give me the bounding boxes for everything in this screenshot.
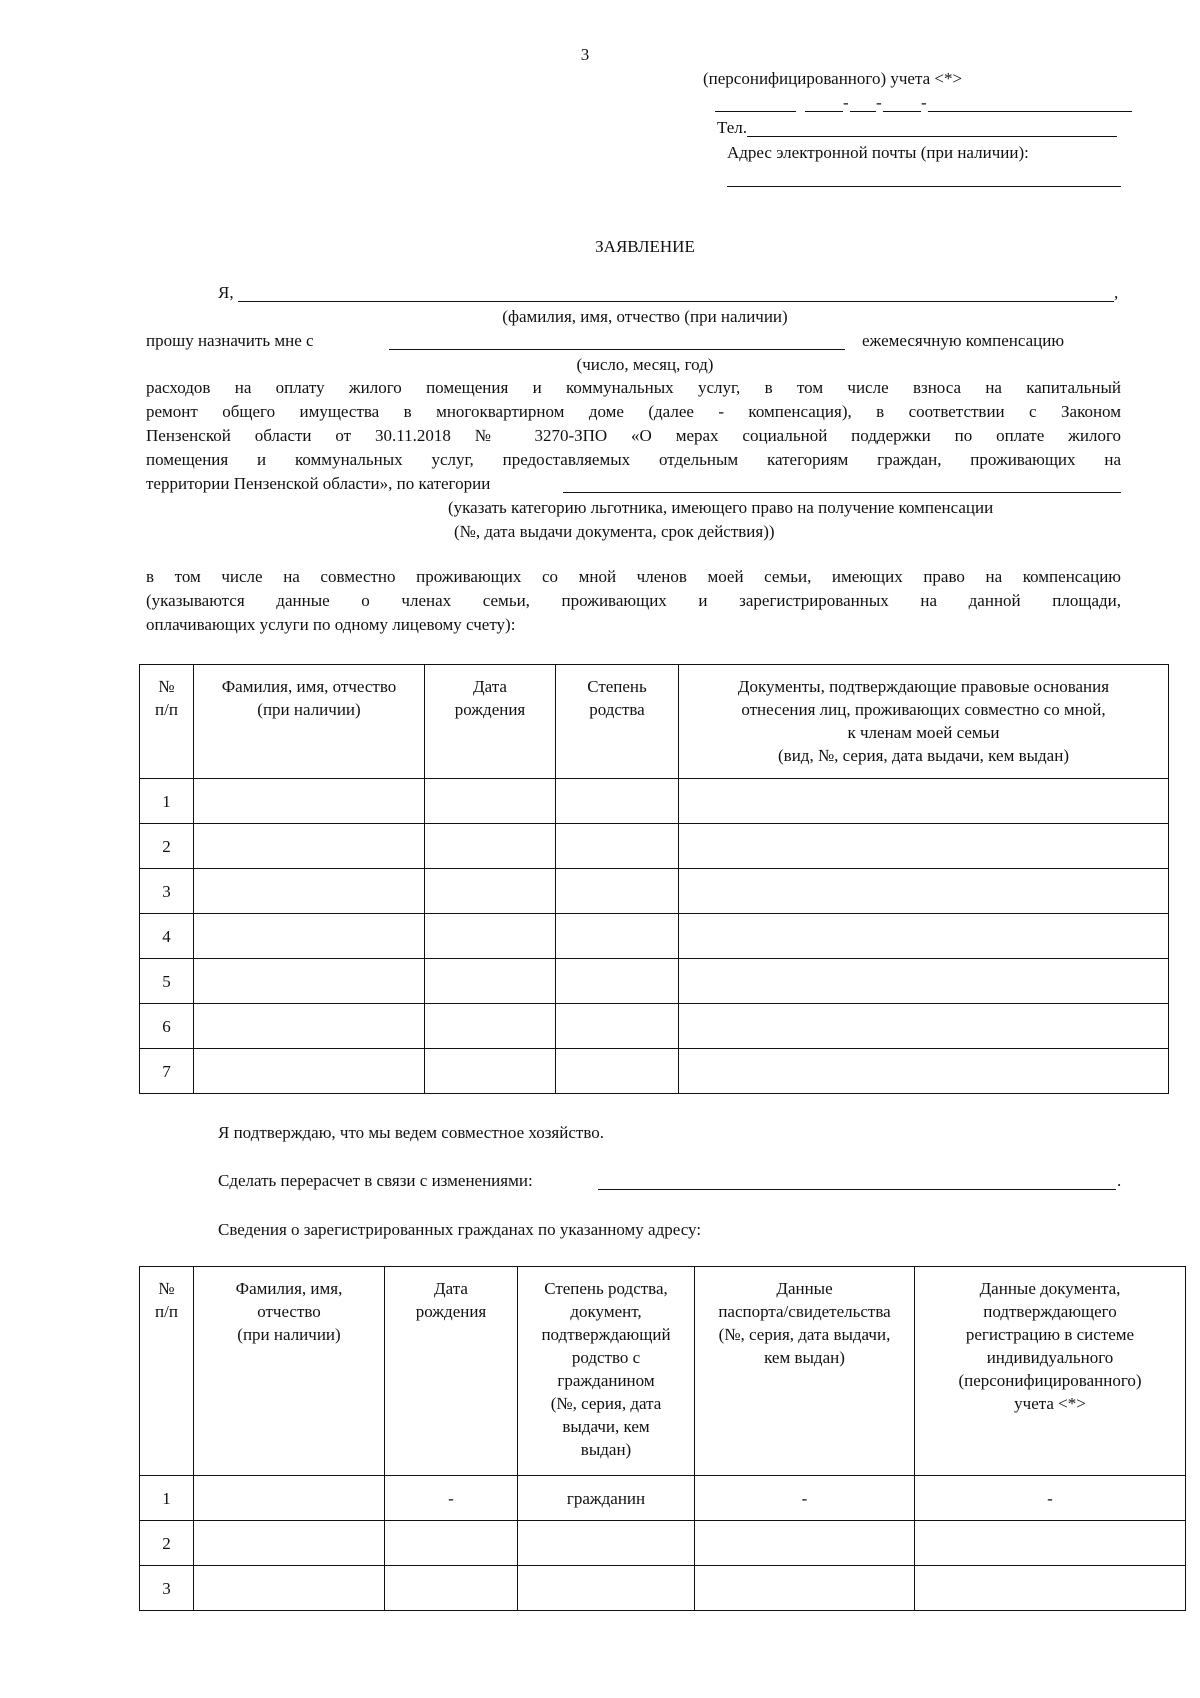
relation-cell[interactable] (556, 914, 679, 959)
birth-cell[interactable]: - (385, 1476, 518, 1521)
snils-segment-1 (715, 111, 796, 112)
category-hint-1: (указать категорию льготника, имеющего право на получение компенсации (448, 498, 994, 517)
family-line-3: оплачивающих услуги по одному лицевому счету): (146, 615, 516, 634)
registration-cell[interactable] (915, 1521, 1186, 1566)
family-line-2: (указываются данные о членах семьи, проживающих и зарегистрированных на данной площади, (146, 591, 1121, 610)
body-line-5: территории Пензенской области», по категории (146, 474, 491, 493)
row-number: 3 (140, 869, 194, 914)
snils-segment-5 (928, 111, 1132, 112)
birth-cell[interactable] (385, 1566, 518, 1611)
relation-cell[interactable] (556, 959, 679, 1004)
row-number: 4 (140, 914, 194, 959)
household-confirmation: Я подтверждаю, что мы ведем совместное хозяйство. (218, 1123, 604, 1142)
table-row (140, 1004, 1169, 1049)
table-row (140, 824, 1169, 869)
registration-cell[interactable] (915, 1566, 1186, 1611)
documents-cell[interactable] (679, 779, 1169, 824)
name-cell[interactable] (194, 869, 425, 914)
relation-cell[interactable] (556, 779, 679, 824)
snils-segment-3 (850, 111, 876, 112)
category-field[interactable] (563, 492, 1121, 493)
documents-cell[interactable] (679, 959, 1169, 1004)
row-number: 2 (140, 824, 194, 869)
relation-cell[interactable] (518, 1566, 695, 1611)
reg-col-birth: Дата рождения (385, 1267, 518, 1476)
family-line-1: в том числе на совместно проживающих со мной членов моей семьи, имеющих право на компенсацию (146, 567, 1121, 586)
reg-col-relation: Степень родства, документ, подтверждающий родство с гражданином (№, серия, дата выдачи, кем выдан) (518, 1267, 695, 1476)
applicant-prefix: Я, (218, 283, 234, 302)
registered-heading: Сведения о зарегистрированных гражданах по указанному адресу: (218, 1220, 702, 1239)
passport-cell[interactable] (695, 1521, 915, 1566)
row-number: 1 (140, 1476, 194, 1521)
snils-dash-3: - (921, 93, 927, 112)
tel-label: Тел. (717, 118, 748, 137)
snils-segment-4 (883, 111, 921, 112)
birth-cell[interactable] (425, 779, 556, 824)
snils-label-tail: (персонифицированного) учета <*> (703, 69, 963, 88)
relation-cell[interactable]: гражданин (518, 1476, 695, 1521)
row-number: 5 (140, 959, 194, 1004)
documents-cell[interactable] (679, 824, 1169, 869)
row-number: 2 (140, 1521, 194, 1566)
reg-col-passport: Данные паспорта/свидетельства (№, серия, дата выдачи, кем выдан) (695, 1267, 915, 1476)
family-members-table (139, 664, 1169, 1094)
family-col-documents: Документы, подтверждающие правовые основания отнесения лиц, проживающих совместно со мной, к членам моей семьи (вид, №, серия, дата выдачи, кем выдан) (679, 665, 1169, 779)
table-row (140, 869, 1169, 914)
table-row (140, 914, 1169, 959)
snils-segment-2 (805, 111, 843, 112)
name-cell[interactable] (194, 914, 425, 959)
birth-cell[interactable] (425, 959, 556, 1004)
birth-cell[interactable] (425, 1004, 556, 1049)
email-label: Адрес электронной почты (при наличии): (727, 143, 1029, 162)
email-field[interactable] (727, 186, 1121, 187)
recalc-suffix: . (1117, 1171, 1122, 1190)
family-col-number: № п/п (140, 665, 194, 779)
name-cell[interactable] (194, 1476, 385, 1521)
table-row (140, 959, 1169, 1004)
birth-cell[interactable] (425, 824, 556, 869)
date-hint: (число, месяц, год) (576, 355, 714, 374)
row-number: 1 (140, 779, 194, 824)
page-number: 3 (580, 45, 590, 64)
snils-dash-1: - (843, 93, 849, 112)
registered-citizens-table (139, 1266, 1186, 1611)
request-start: прошу назначить мне с (146, 331, 314, 350)
table-row (140, 1521, 1186, 1566)
category-hint-2: (№, дата выдачи документа, срок действия)) (454, 522, 775, 541)
family-col-birth: Дата рождения (425, 665, 556, 779)
snils-dash-2: - (876, 93, 882, 112)
relation-cell[interactable] (556, 1049, 679, 1094)
table-row (140, 779, 1169, 824)
request-end: ежемесячную компенсацию (862, 331, 1065, 350)
recalc-field[interactable] (598, 1189, 1116, 1190)
registered-table-header (140, 1267, 1186, 1476)
row-number: 7 (140, 1049, 194, 1094)
documents-cell[interactable] (679, 1049, 1169, 1094)
document-title: ЗАЯВЛЕНИЕ (595, 237, 695, 256)
relation-cell[interactable] (518, 1521, 695, 1566)
registration-cell[interactable]: - (915, 1476, 1186, 1521)
body-line-4: помещения и коммунальных услуг, предоставляемых отдельным категориям граждан, проживающих на (146, 450, 1121, 469)
family-col-name: Фамилия, имя, отчество (при наличии) (194, 665, 425, 779)
body-line-2: ремонт общего имущества в многоквартирном доме (далее - компенсация), в соответствии с Законом (146, 402, 1121, 421)
documents-cell[interactable] (679, 1004, 1169, 1049)
name-cell[interactable] (194, 959, 425, 1004)
name-cell[interactable] (194, 1521, 385, 1566)
applicant-suffix: , (1114, 283, 1119, 302)
name-cell[interactable] (194, 1566, 385, 1611)
table-row (140, 1566, 1186, 1611)
passport-cell[interactable] (695, 1566, 915, 1611)
documents-cell[interactable] (679, 914, 1169, 959)
table-row (140, 1049, 1169, 1094)
name-cell[interactable] (194, 824, 425, 869)
birth-cell[interactable] (385, 1521, 518, 1566)
relation-cell[interactable] (556, 824, 679, 869)
tel-field[interactable] (747, 136, 1117, 137)
body-line-1: расходов на оплату жилого помещения и коммунальных услуг, в том числе взноса на капитальный (146, 378, 1121, 397)
row-number: 6 (140, 1004, 194, 1049)
body-line-3: Пензенской области от 30.11.2018 № 3270-ЗПО «О мерах социальной поддержки по оплате жилого (146, 426, 1121, 445)
reg-col-name: Фамилия, имя, отчество (при наличии) (194, 1267, 385, 1476)
start-date-field[interactable] (389, 349, 845, 350)
name-cell[interactable] (194, 1004, 425, 1049)
reg-col-number: № п/п (140, 1267, 194, 1476)
family-table-header (140, 665, 1169, 779)
recalc-label: Сделать перерасчет в связи с изменениями: (218, 1171, 533, 1190)
documents-cell[interactable] (679, 869, 1169, 914)
name-hint: (фамилия, имя, отчество (при наличии) (502, 307, 788, 326)
name-cell[interactable] (194, 779, 425, 824)
passport-cell[interactable]: - (695, 1476, 915, 1521)
relation-cell[interactable] (556, 1004, 679, 1049)
family-col-relation: Степень родства (556, 665, 679, 779)
birth-cell[interactable] (425, 914, 556, 959)
applicant-name-field[interactable] (238, 301, 1114, 302)
table-row (140, 1476, 1186, 1521)
birth-cell[interactable] (425, 869, 556, 914)
name-cell[interactable] (194, 1049, 425, 1094)
reg-col-registration: Данные документа, подтверждающего регистрацию в системе индивидуального (персонифицированного) учета <*> (915, 1267, 1186, 1476)
relation-cell[interactable] (556, 869, 679, 914)
birth-cell[interactable] (425, 1049, 556, 1094)
row-number: 3 (140, 1566, 194, 1611)
